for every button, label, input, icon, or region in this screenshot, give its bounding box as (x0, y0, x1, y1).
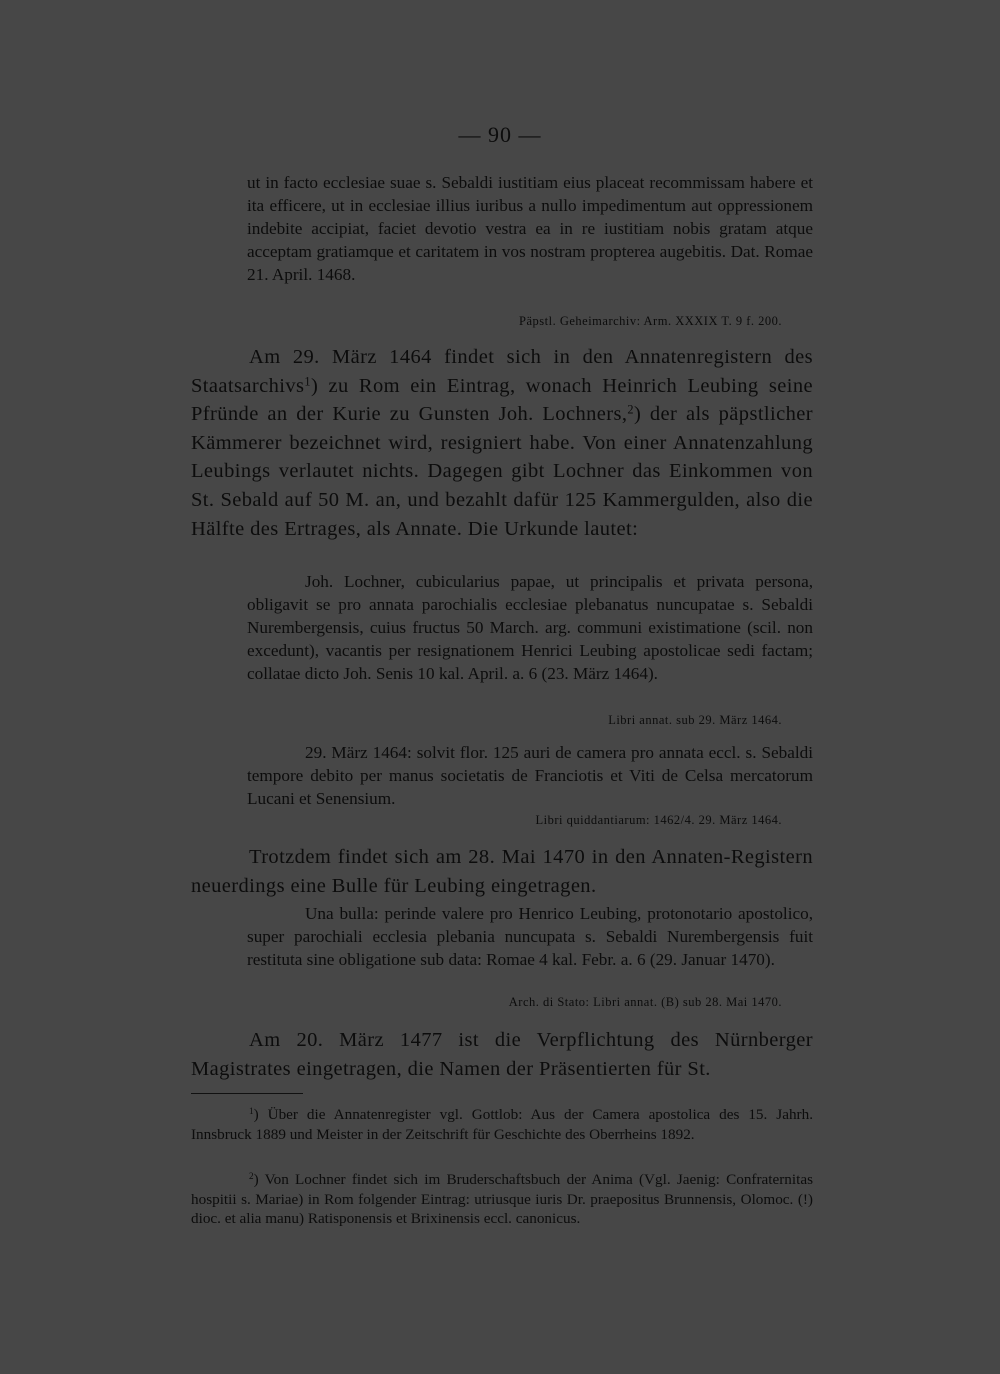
source-citation-2: Libri annat. sub 29. März 1464. (608, 713, 782, 727)
footnote-ref-1: 1 (304, 373, 311, 388)
footnote-divider (191, 1093, 303, 1094)
footnote-2 (191, 1170, 813, 1229)
body-paragraph-2: Trotzdem findet sich am 28. Mai 1470 in den Annaten-Registern neuerdings eine Bulle für Leubing eingetragen. (191, 846, 813, 897)
latin-quote-4: Una bulla: perinde valere pro Henrico Leubing, protonotario apostolico, super parochiali ecclesia plebania nuncupata s. Sebaldi Nurembergensis fuit restituta sine obligatione sub data: Romae 4 kal. Febr. a. 6 (29. Januar 1470). (247, 904, 813, 969)
footnote-2-mark: 2 (249, 1170, 254, 1181)
footnote-1 (191, 1105, 813, 1144)
footnote-2-text: ) Von Lochner findet sich im Bruderschaftsbuch der Anima (Vgl. Jaenig: Confraternitas hospitii s. Mariae) in Rom folgender Eintrag: utriusque iuris Dr. praepositus Brunnensis, Olomoc. (!) dioc. et alia manu) Ratisponensis et Brixinensis eccl. canonicus. (191, 1171, 813, 1227)
latin-quote-3: 29. März 1464: solvit flor. 125 auri de camera pro annata eccl. s. Sebaldi tempore debito per manus societatis de Franciotis et Viti de Celsa mercatorum Lucani et Senensium. (247, 743, 813, 808)
body-1-part-b: ) zu Rom ein Eintrag, wonach Heinrich Leubing seine Pfründe an der Kurie zu Gunsten Joh. Lochners, (191, 374, 813, 426)
body-1-part-c: ) der als päpstlicher Kämmerer bezeichnet wird, resigniert habe. Von einer Annatenzahlung Leubings verlautet nichts. Dagegen gibt Lochner das Einkommen von St. Sebald auf 50 M. an, und bezahlt dafür 125 Kammergulden, also die Hälfte des Ertrages, als Annate. Die Urkunde lautet: (191, 403, 813, 540)
latin-quote-2: Joh. Lochner, cubicularius papae, ut principalis et privata persona, obligavit se pro annata parochialis ecclesiae plebanatus nuncupatae s. Sebaldi Nurembergensis, cuius fructus 50 March. arg. communi existimatione (scil. non excedunt), vacantis per resignationem Henrici Leubing apostolicae sedi factam; collatae dicto Joh. Senis 10 kal. April. a. 6 (23. März 1464). (247, 572, 813, 683)
body-paragraph-3: Am 20. März 1477 ist die Verpflichtung des Nürnberger Magistrates eingetragen, die Namen der Präsentierten für St. (191, 1029, 813, 1080)
footnote-1-text: ) Über die Annatenregister vgl. Gottlob: Aus der Camera apostolica des 15. Jahrh. Innsbruck 1889 und Meister in der Zeitschrift für Geschichte des Oberrheins 1892. (191, 1106, 813, 1143)
latin-quote-1: ut in facto ecclesiae suae s. Sebaldi iustitiam eius placeat recommissam habere et ita efficere, ut in ecclesiae illius iuribus a nullo impedimentum aut oppressionem indebite accipiat, faciet devotio vestra ea in re iustitiam nobis gratam atque acceptam gratiamque et caritatem in vos nostram propterea augebitis. Dat. Romae 21. April. 1468. (247, 173, 813, 284)
source-citation-4: Arch. di Stato: Libri annat. (B) sub 28. Mai 1470. (508, 995, 782, 1009)
footnote-ref-2: 2 (627, 402, 634, 417)
footnote-1-mark: 1 (249, 1105, 254, 1116)
body-1-part-a: Am 29. März 1464 findet sich in den Annatenregistern des Staatsarchivs (191, 346, 813, 397)
source-citation-3: Libri quiddantiarum: 1462/4. 29. März 1464. (535, 813, 782, 827)
page-number: — 90 — (458, 122, 542, 147)
body-paragraph-1 (191, 343, 813, 543)
source-citation-1: Päpstl. Geheimarchiv: Arm. XXXIX T. 9 f. 200. (519, 314, 782, 328)
